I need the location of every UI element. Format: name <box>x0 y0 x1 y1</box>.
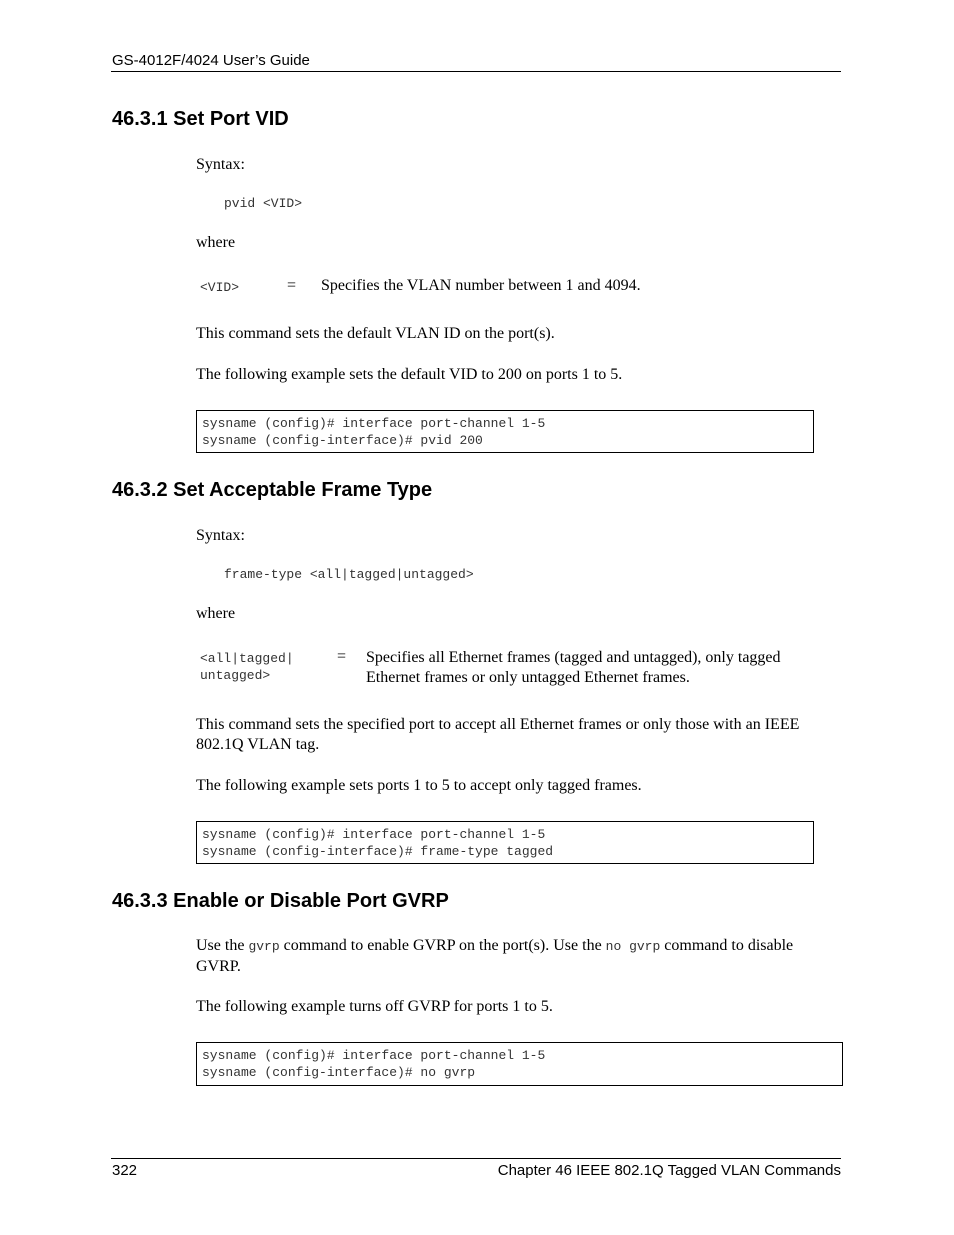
command-description <box>196 715 799 755</box>
param-description: Specifies the VLAN number between 1 and 4094. <box>321 277 641 294</box>
section-heading-frame-type: 46.3.2 Set Acceptable Frame Type <box>112 479 433 501</box>
description-line: This command sets the specified port to accept all Ethernet frames or only those with an IEEE <box>196 716 800 733</box>
code-example-box <box>196 821 814 864</box>
code-line: sysname (config)# interface port-channel 1-5 <box>202 1048 546 1063</box>
syntax-command: pvid <VID> <box>224 196 303 211</box>
example-intro: The following example sets the default VID to 200 on ports 1 to 5. <box>196 366 623 383</box>
param-name-continued: untagged> <box>200 668 271 683</box>
where-label: where <box>196 234 236 251</box>
chapter-title: Chapter 46 IEEE 802.1Q Tagged VLAN Commands <box>497 1162 841 1179</box>
code-example-box <box>196 410 814 453</box>
description-line: 802.1Q VLAN tag. <box>196 736 320 753</box>
section-heading-gvrp: 46.3.3 Enable or Disable Port GVRP <box>112 890 449 912</box>
example-intro: The following example turns off GVRP for ports 1 to 5. <box>196 998 553 1015</box>
code-line: sysname (config-interface)# pvid 200 <box>202 433 483 448</box>
code-line: sysname (config-interface)# frame-type tagged <box>202 844 554 859</box>
syntax-label: Syntax: <box>196 156 245 173</box>
inline-command: gvrp <box>248 939 280 954</box>
code-line: sysname (config)# interface port-channel 1-5 <box>202 416 546 431</box>
running-header: GS-4012F/4024 User’s Guide <box>112 52 310 69</box>
code-line: sysname (config)# interface port-channel 1-5 <box>202 827 546 842</box>
param-name: <all|tagged| <box>200 651 294 666</box>
param-description <box>366 648 781 688</box>
code-example-box <box>196 1042 843 1086</box>
syntax-command: frame-type <all|tagged|untagged> <box>224 567 474 582</box>
page-number: 322 <box>112 1162 138 1179</box>
section-heading-set-port-vid: 46.3.1 Set Port VID <box>112 108 289 130</box>
description-line: Use the gvrp command to enable GVRP on the port(s). Use the no gvrp command to disable <box>196 937 794 954</box>
param-name: <VID> <box>200 280 240 295</box>
example-intro: The following example sets ports 1 to 5 to accept only tagged frames. <box>196 777 642 794</box>
syntax-label: Syntax: <box>196 527 245 544</box>
param-equals: = <box>287 277 297 294</box>
param-description-line: Specifies all Ethernet frames (tagged and untagged), only tagged <box>366 649 781 666</box>
param-description-line: Ethernet frames or only untagged Ethernet frames. <box>366 669 690 686</box>
header-rule <box>111 71 841 72</box>
footer-rule <box>111 1158 841 1159</box>
where-label: where <box>196 605 236 622</box>
gvrp-description <box>196 936 846 977</box>
param-equals: = <box>337 648 347 665</box>
description-line: GVRP. <box>196 958 241 975</box>
inline-command: no gvrp <box>605 939 661 954</box>
code-line: sysname (config-interface)# no gvrp <box>202 1065 476 1080</box>
command-description: This command sets the default VLAN ID on the port(s). <box>196 325 555 342</box>
